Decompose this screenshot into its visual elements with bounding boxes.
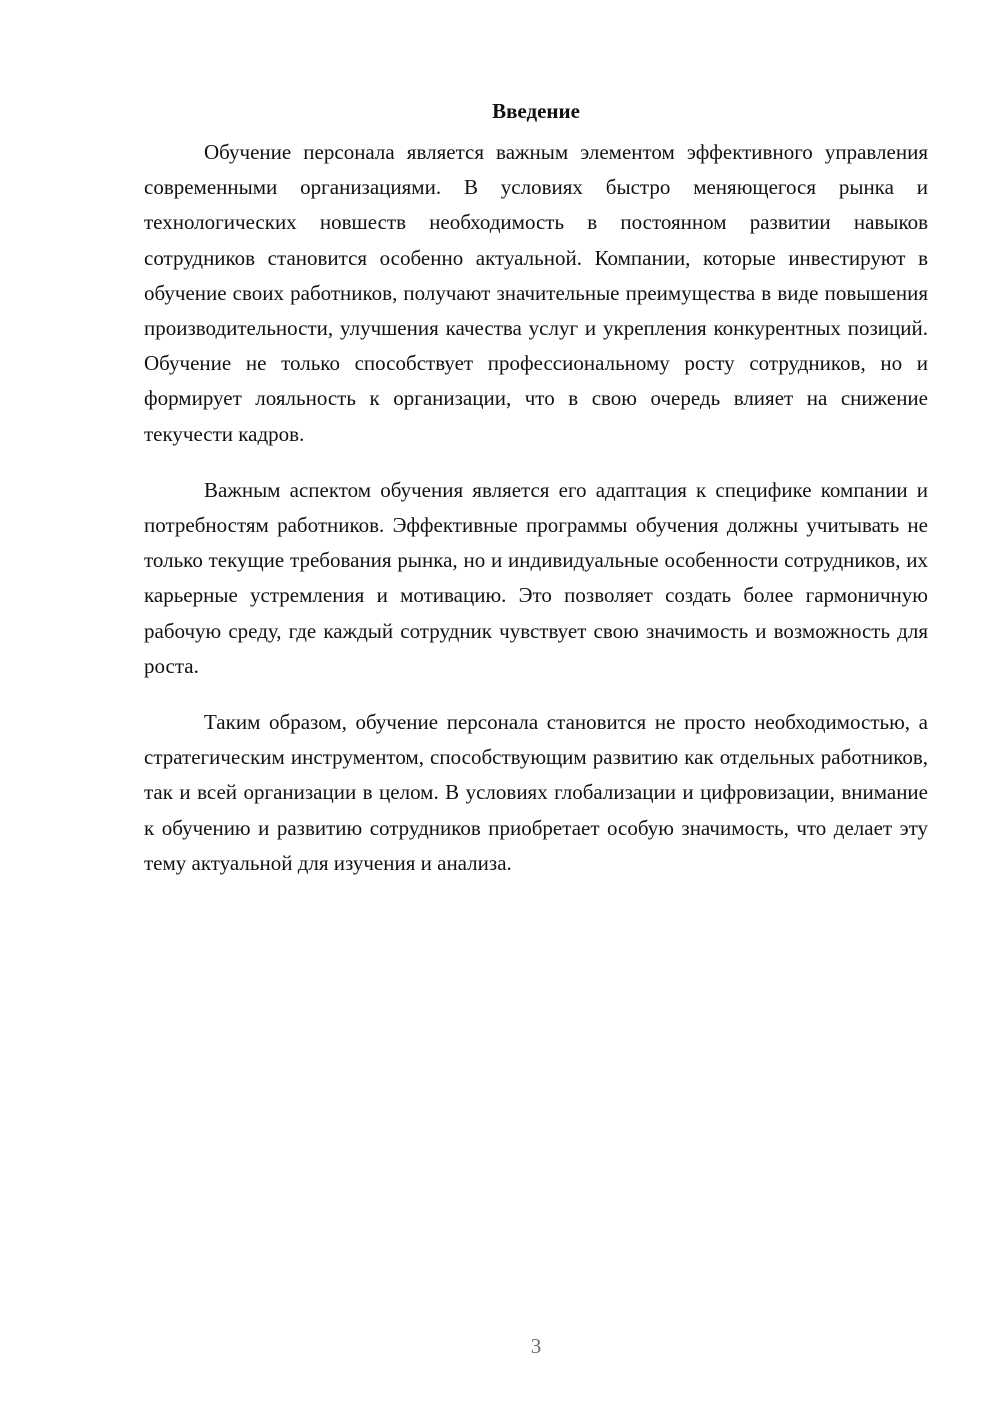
- paragraph-2: Важным аспектом обучения является его адаптация к специфике компании и потребностям работников. Эффективные программы обучения должны учитывать не только текущие требования рынка, но и индивидуальные особенности сотрудников, их карьерные устремления и мотивацию. Это позволяет создать более гармоничную рабочую среду, где каждый сотрудник чувствует свою значимость и возможность для роста.: [144, 477, 928, 678]
- section-title: Введение: [492, 99, 580, 123]
- paragraph-3: Таким образом, обучение персонала становится не просто необходимостью, а стратегическим инструментом, способствующим развитию как отдельных работников, так и всей организации в целом. В условиях глобализации и цифровизации, внимание к обучению и развитию сотрудников приобретает особую значимость, что делает эту тему актуальной для изучения и анализа.: [144, 710, 928, 875]
- paragraph-1: Обучение персонала является важным элементом эффективного управления современными организациями. В условиях быстро меняющегося рынка и технологических новшеств необходимость в постоянном развитии навыков сотрудников становится особенно актуальной. Компании, которые инвестируют в обучение своих работников, получают значительные преимущества в виде повышения производительности, улучшения качества услуг и укрепления конкурентных позиций. Обучение не только способствует профессиональному росту сотрудников, но и формирует лояльность к организации, что в свою очередь влияет на снижение текучести кадров.: [144, 140, 928, 446]
- document-body: [144, 96, 928, 902]
- page-number: 3: [530, 1334, 542, 1358]
